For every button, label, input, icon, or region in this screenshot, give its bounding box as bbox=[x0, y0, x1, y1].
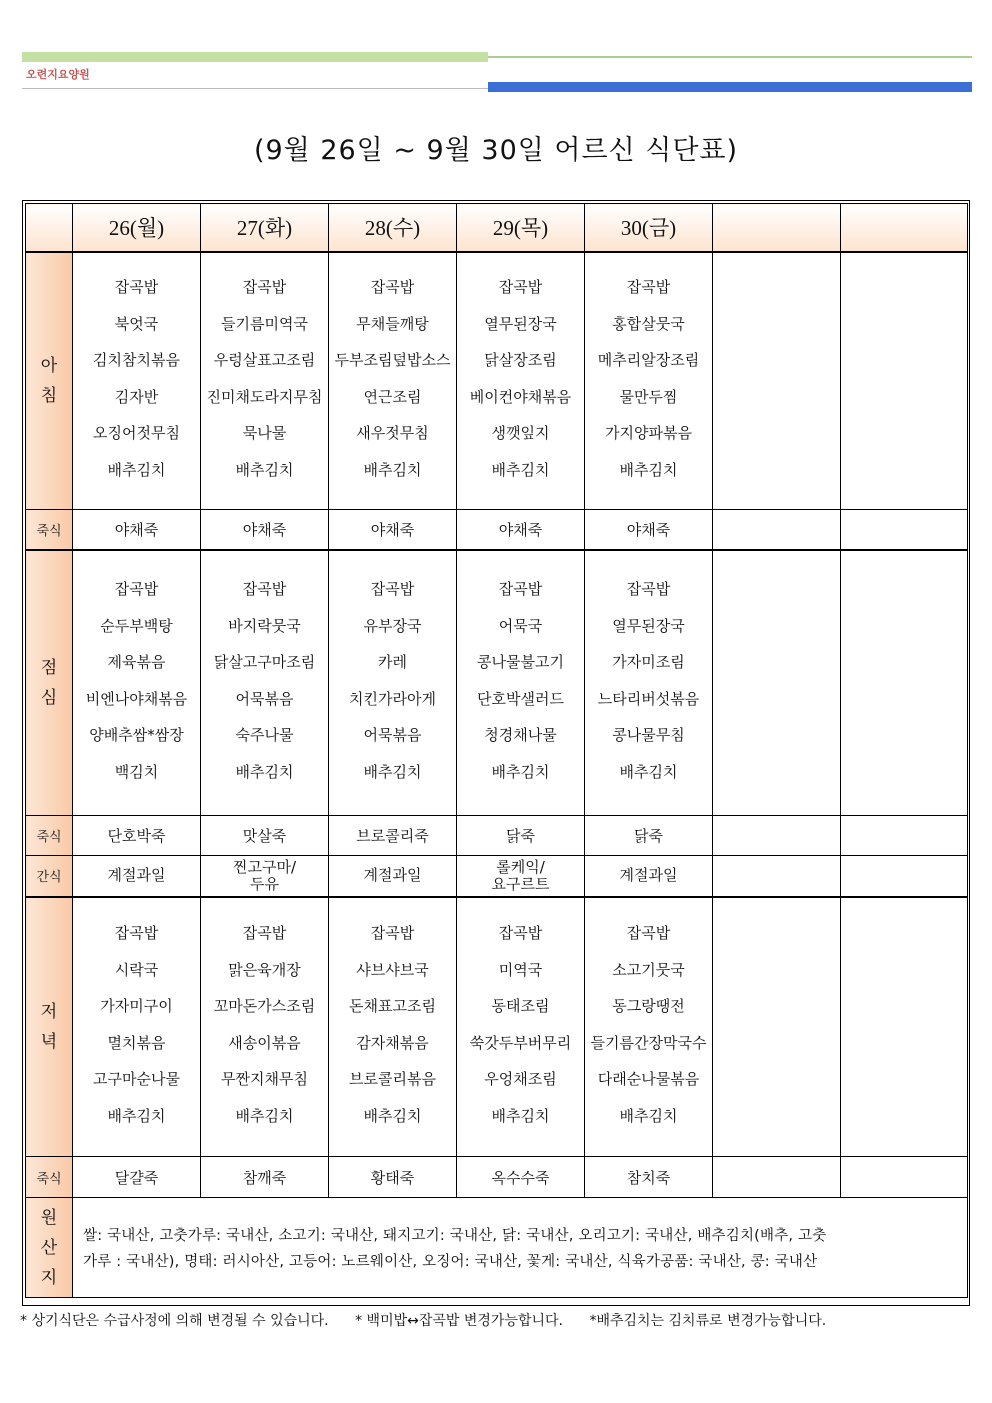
snack-cell: 계절과일 bbox=[585, 856, 713, 897]
porridge-cell: 단호박죽 bbox=[73, 816, 201, 856]
breakfast-row bbox=[26, 252, 968, 510]
empty-cell bbox=[841, 897, 968, 1157]
porridge-cell: 브로콜리죽 bbox=[329, 816, 457, 856]
footnote: *배추김치는 김치류로 변경가능합니다. bbox=[589, 1313, 827, 1329]
menu-cell: 잡곡밥 순두부백탕 제육볶음 비엔나야채볶음 양배추쌈*쌈장 백김치 bbox=[73, 550, 201, 816]
header-blue-bar bbox=[488, 82, 972, 92]
footnote: * 백미밥↔잡곡밥 변경가능합니다. bbox=[355, 1313, 563, 1329]
porridge-label: 죽식 bbox=[26, 1157, 73, 1198]
porridge-cell: 야채죽 bbox=[585, 510, 713, 550]
porridge-cell: 맛살죽 bbox=[201, 816, 329, 856]
snack-row bbox=[26, 856, 968, 897]
lunch-label: 점 심 bbox=[26, 550, 73, 816]
empty-cell bbox=[841, 856, 968, 897]
porridge-cell: 닭죽 bbox=[585, 816, 713, 856]
breakfast-label: 아 침 bbox=[26, 252, 73, 510]
menu-cell: 잡곡밥 맑은육개장 꼬마돈가스조림 새송이볶음 무짠지채무침 배추김치 bbox=[201, 897, 329, 1157]
org-name: 오련지요양원 bbox=[26, 68, 90, 81]
blank-header bbox=[713, 204, 841, 252]
porridge-cell: 야채죽 bbox=[329, 510, 457, 550]
blank-header bbox=[841, 204, 968, 252]
day-header: 28(수) bbox=[329, 204, 457, 252]
day-header: 29(목) bbox=[457, 204, 585, 252]
footnotes bbox=[20, 1310, 848, 1330]
day-header: 30(금) bbox=[585, 204, 713, 252]
snack-label: 간식 bbox=[26, 856, 73, 897]
menu-cell: 잡곡밥 미역국 동태조림 쑥갓두부버무리 우엉채조림 배추김치 bbox=[457, 897, 585, 1157]
snack-cell: 찐고구마/ 두유 bbox=[201, 856, 329, 897]
menu-cell: 잡곡밥 북엇국 김치참치볶음 김자반 오징어젓무침 배추김치 bbox=[73, 252, 201, 510]
menu-cell: 잡곡밥 유부장국 카레 치킨가라아게 어묵볶음 배추김치 bbox=[329, 550, 457, 816]
porridge-cell: 야채죽 bbox=[73, 510, 201, 550]
menu-cell: 잡곡밥 시락국 가자미구이 멸치볶음 고구마순나물 배추김치 bbox=[73, 897, 201, 1157]
empty-cell bbox=[841, 1157, 968, 1198]
porridge-cell: 옥수수죽 bbox=[457, 1157, 585, 1198]
empty-cell bbox=[841, 816, 968, 856]
header-green-bar bbox=[22, 52, 488, 62]
empty-cell bbox=[713, 550, 841, 816]
empty-cell bbox=[713, 856, 841, 897]
breakfast-porridge-row bbox=[26, 510, 968, 550]
menu-cell: 잡곡밥 샤브샤브국 돈채표고조림 감자채볶음 브로콜리볶음 배추김치 bbox=[329, 897, 457, 1157]
origin-row bbox=[26, 1198, 968, 1298]
lunch-porridge-row bbox=[26, 816, 968, 856]
empty-cell bbox=[713, 897, 841, 1157]
porridge-cell: 달걀죽 bbox=[73, 1157, 201, 1198]
empty-cell bbox=[841, 510, 968, 550]
footnote: * 상기식단은 수급사정에 의해 변경될 수 있습니다. bbox=[20, 1313, 329, 1329]
menu-table bbox=[25, 203, 968, 1298]
origin-text: 쌀: 국내산, 고춧가루: 국내산, 소고기: 국내산, 돼지고기: 국내산, 닭: 국내산, 오리고기: 국내산, 배추김치(배추, 고춧 가루 : 국내산), 명태: 러시아산, 고등어: 노르웨이산, 오징어: 국내산, 꽃게: 국내산, 식육가공품: 국내산, 콩: 국내산 bbox=[73, 1198, 968, 1298]
snack-cell: 계절과일 bbox=[329, 856, 457, 897]
empty-cell bbox=[713, 816, 841, 856]
porridge-cell: 참깨죽 bbox=[201, 1157, 329, 1198]
menu-cell: 잡곡밥 들기름미역국 우렁살표고조림 진미채도라지무침 묵나물 배추김치 bbox=[201, 252, 329, 510]
empty-cell bbox=[841, 550, 968, 816]
day-header: 27(화) bbox=[201, 204, 329, 252]
empty-cell bbox=[841, 252, 968, 510]
page-title: (9월 26일 ~ 9월 30일 어르신 식단표) bbox=[253, 135, 739, 166]
dinner-row bbox=[26, 897, 968, 1157]
porridge-label: 죽식 bbox=[26, 816, 73, 856]
header-gray-line bbox=[22, 88, 488, 89]
empty-cell bbox=[713, 510, 841, 550]
menu-cell: 잡곡밥 열무된장국 가자미조림 느타리버섯볶음 콩나물무침 배추김치 bbox=[585, 550, 713, 816]
menu-cell: 잡곡밥 무채들깨탕 두부조림덮밥소스 연근조림 새우젓무침 배추김치 bbox=[329, 252, 457, 510]
corner-cell bbox=[26, 204, 73, 252]
empty-cell bbox=[713, 252, 841, 510]
menu-cell: 잡곡밥 소고기뭇국 동그랑땡전 들기름간장막국수 다래순나물볶음 배추김치 bbox=[585, 897, 713, 1157]
origin-label: 원 산 지 bbox=[26, 1198, 73, 1298]
dinner-label: 저 녁 bbox=[26, 897, 73, 1157]
snack-cell: 롤케익/ 요구르트 bbox=[457, 856, 585, 897]
day-header-row bbox=[26, 204, 968, 252]
porridge-cell: 참치죽 bbox=[585, 1157, 713, 1198]
menu-cell: 잡곡밥 열무된장국 닭살장조림 베이컨야채볶음 생깻잎지 배추김치 bbox=[457, 252, 585, 510]
porridge-cell: 야채죽 bbox=[201, 510, 329, 550]
menu-cell: 잡곡밥 바지락뭇국 닭살고구마조림 어묵볶음 숙주나물 배추김치 bbox=[201, 550, 329, 816]
porridge-cell: 닭죽 bbox=[457, 816, 585, 856]
menu-cell: 잡곡밥 어묵국 콩나물불고기 단호박샐러드 청경채나물 배추김치 bbox=[457, 550, 585, 816]
empty-cell bbox=[713, 1157, 841, 1198]
lunch-row bbox=[26, 550, 968, 816]
snack-cell: 계절과일 bbox=[73, 856, 201, 897]
porridge-cell: 야채죽 bbox=[457, 510, 585, 550]
day-header: 26(월) bbox=[73, 204, 201, 252]
header-green-line bbox=[488, 56, 972, 58]
dinner-porridge-row bbox=[26, 1157, 968, 1198]
porridge-cell: 황태죽 bbox=[329, 1157, 457, 1198]
menu-cell: 잡곡밥 홍합살뭇국 메추리알장조림 물만두찜 가지양파볶음 배추김치 bbox=[585, 252, 713, 510]
porridge-label: 죽식 bbox=[26, 510, 73, 550]
